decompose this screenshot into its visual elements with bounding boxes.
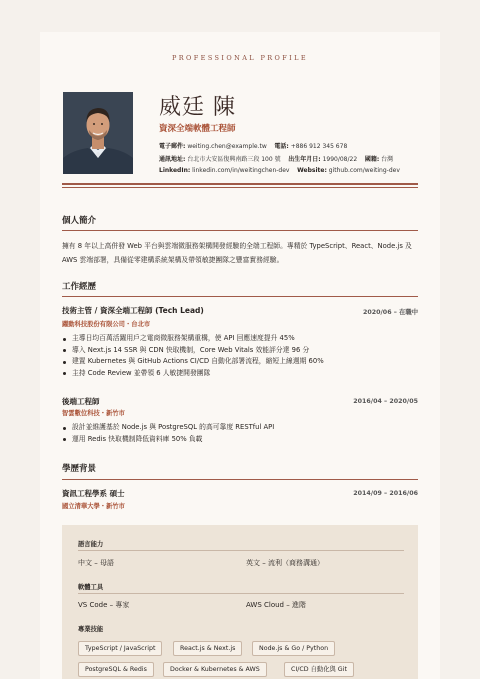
list-item: 主導日均百萬活躍用戶之電商微服務架構重構，使 API 回應速度提升 45%	[62, 333, 422, 345]
email-value[interactable]: weiting.chen@example.tw	[187, 143, 267, 150]
skill-tag: Docker & Kubernetes & AWS	[163, 662, 267, 677]
job-title: 技術主管 / 資深全端工程師 (Tech Lead)	[62, 306, 204, 315]
tool-item: AWS Cloud – 進階	[246, 601, 306, 609]
linkedin-label: LinkedIn:	[159, 167, 191, 174]
skills-panel	[62, 525, 418, 679]
skill-tag: PostgreSQL & Redis	[78, 662, 154, 677]
portrait-image	[63, 92, 133, 174]
header-divider	[62, 183, 418, 185]
skill-tag: CI/CD 自動化與 Git	[284, 662, 354, 677]
list-item: 設計並維護基於 Node.js 與 PostgreSQL 的高可靠度 RESTful API	[62, 422, 422, 434]
degree-date: 2014/09 – 2016/06	[353, 490, 418, 497]
website-link[interactable]: github.com/weiting-dev	[328, 167, 400, 174]
list-item: 主持 Code Review 並帶領 6 人敏捷開發團隊	[62, 368, 422, 380]
skill-tag: TypeScript / JavaScript	[78, 641, 162, 656]
profile-label: PROFESSIONAL PROFILE	[171, 54, 309, 62]
degree-title: 資訊工程學系 碩士	[62, 489, 125, 498]
languages-rule	[78, 550, 404, 551]
website-label: Website:	[297, 167, 327, 174]
school-name: 國立清華大學・新竹市	[62, 503, 125, 510]
experience-heading: 工作經歷	[62, 282, 97, 292]
candidate-name: 威廷 陳	[159, 95, 236, 120]
email-label: 電子郵件:	[159, 143, 186, 150]
address-value: 台北市大安區復興南路三段 100 號	[187, 156, 281, 163]
contact-row-2	[159, 154, 393, 163]
job-bullets	[62, 333, 422, 379]
job-company: 智雲數位科技・新竹市	[62, 410, 125, 417]
education-heading: 學歷背景	[62, 464, 97, 474]
candidate-title: 資深全端軟體工程師	[159, 124, 236, 134]
summary-rule	[62, 230, 418, 231]
birth-label: 出生年月日:	[288, 156, 321, 163]
languages-heading: 語言能力	[78, 541, 104, 548]
skill-tag: Node.js & Go / Python	[252, 641, 335, 656]
phone-value: +886 912 345 678	[290, 143, 348, 150]
job-company: 躍動科技股份有限公司・台北市	[62, 321, 151, 328]
experience-rule	[62, 296, 418, 297]
job-bullets	[62, 422, 422, 445]
contact-row-3	[159, 167, 400, 174]
education-rule	[62, 479, 418, 480]
contact-row-1	[159, 141, 347, 150]
address-label: 通訊地址:	[159, 156, 186, 163]
job-date: 2020/06 – 在職中	[362, 309, 418, 316]
summary-text: 擁有 8 年以上高併發 Web 平台與雲端微服務架構開發經驗的全端工程師。專精於 TypeScript、React、Node.js 及 AWS 雲端部署，具備從零建構系統架構及帶領敏捷團隊之豐富實務經驗。	[62, 242, 412, 264]
resume-page	[40, 32, 440, 679]
phone-label: 電話:	[274, 143, 289, 150]
summary-heading: 個人簡介	[62, 216, 97, 226]
skill-tag: React.js & Next.js	[173, 641, 242, 656]
language-item: 中文 – 母語	[78, 559, 114, 567]
skills-heading: 專業技能	[78, 626, 104, 633]
nationality-value: 台灣	[381, 156, 394, 163]
language-item: 英文 – 流利（商務溝通）	[246, 559, 324, 567]
job-date: 2016/04 – 2020/05	[353, 398, 418, 405]
linkedin-link[interactable]: linkedin.com/in/weitingchen-dev	[192, 167, 290, 174]
header-divider-thin	[62, 187, 418, 188]
list-item: 運用 Redis 快取機制降低資料庫 50% 負載	[62, 434, 422, 446]
profile-photo	[63, 92, 133, 174]
job-title: 後端工程師	[62, 397, 100, 406]
tools-rule	[78, 593, 404, 594]
tool-item: VS Code – 專家	[78, 601, 130, 609]
nationality-label: 國籍:	[364, 156, 380, 163]
tools-heading: 軟體工具	[78, 584, 104, 591]
list-item: 建置 Kubernetes 與 GitHub Actions CI/CD 自動化部署流程，縮短上線週期 60%	[62, 356, 422, 368]
list-item: 導入 Next.js 14 SSR 與 CDN 快取機制，Core Web Vitals 效能評分達 96 分	[62, 345, 422, 357]
birth-value: 1990/08/22	[322, 156, 358, 163]
